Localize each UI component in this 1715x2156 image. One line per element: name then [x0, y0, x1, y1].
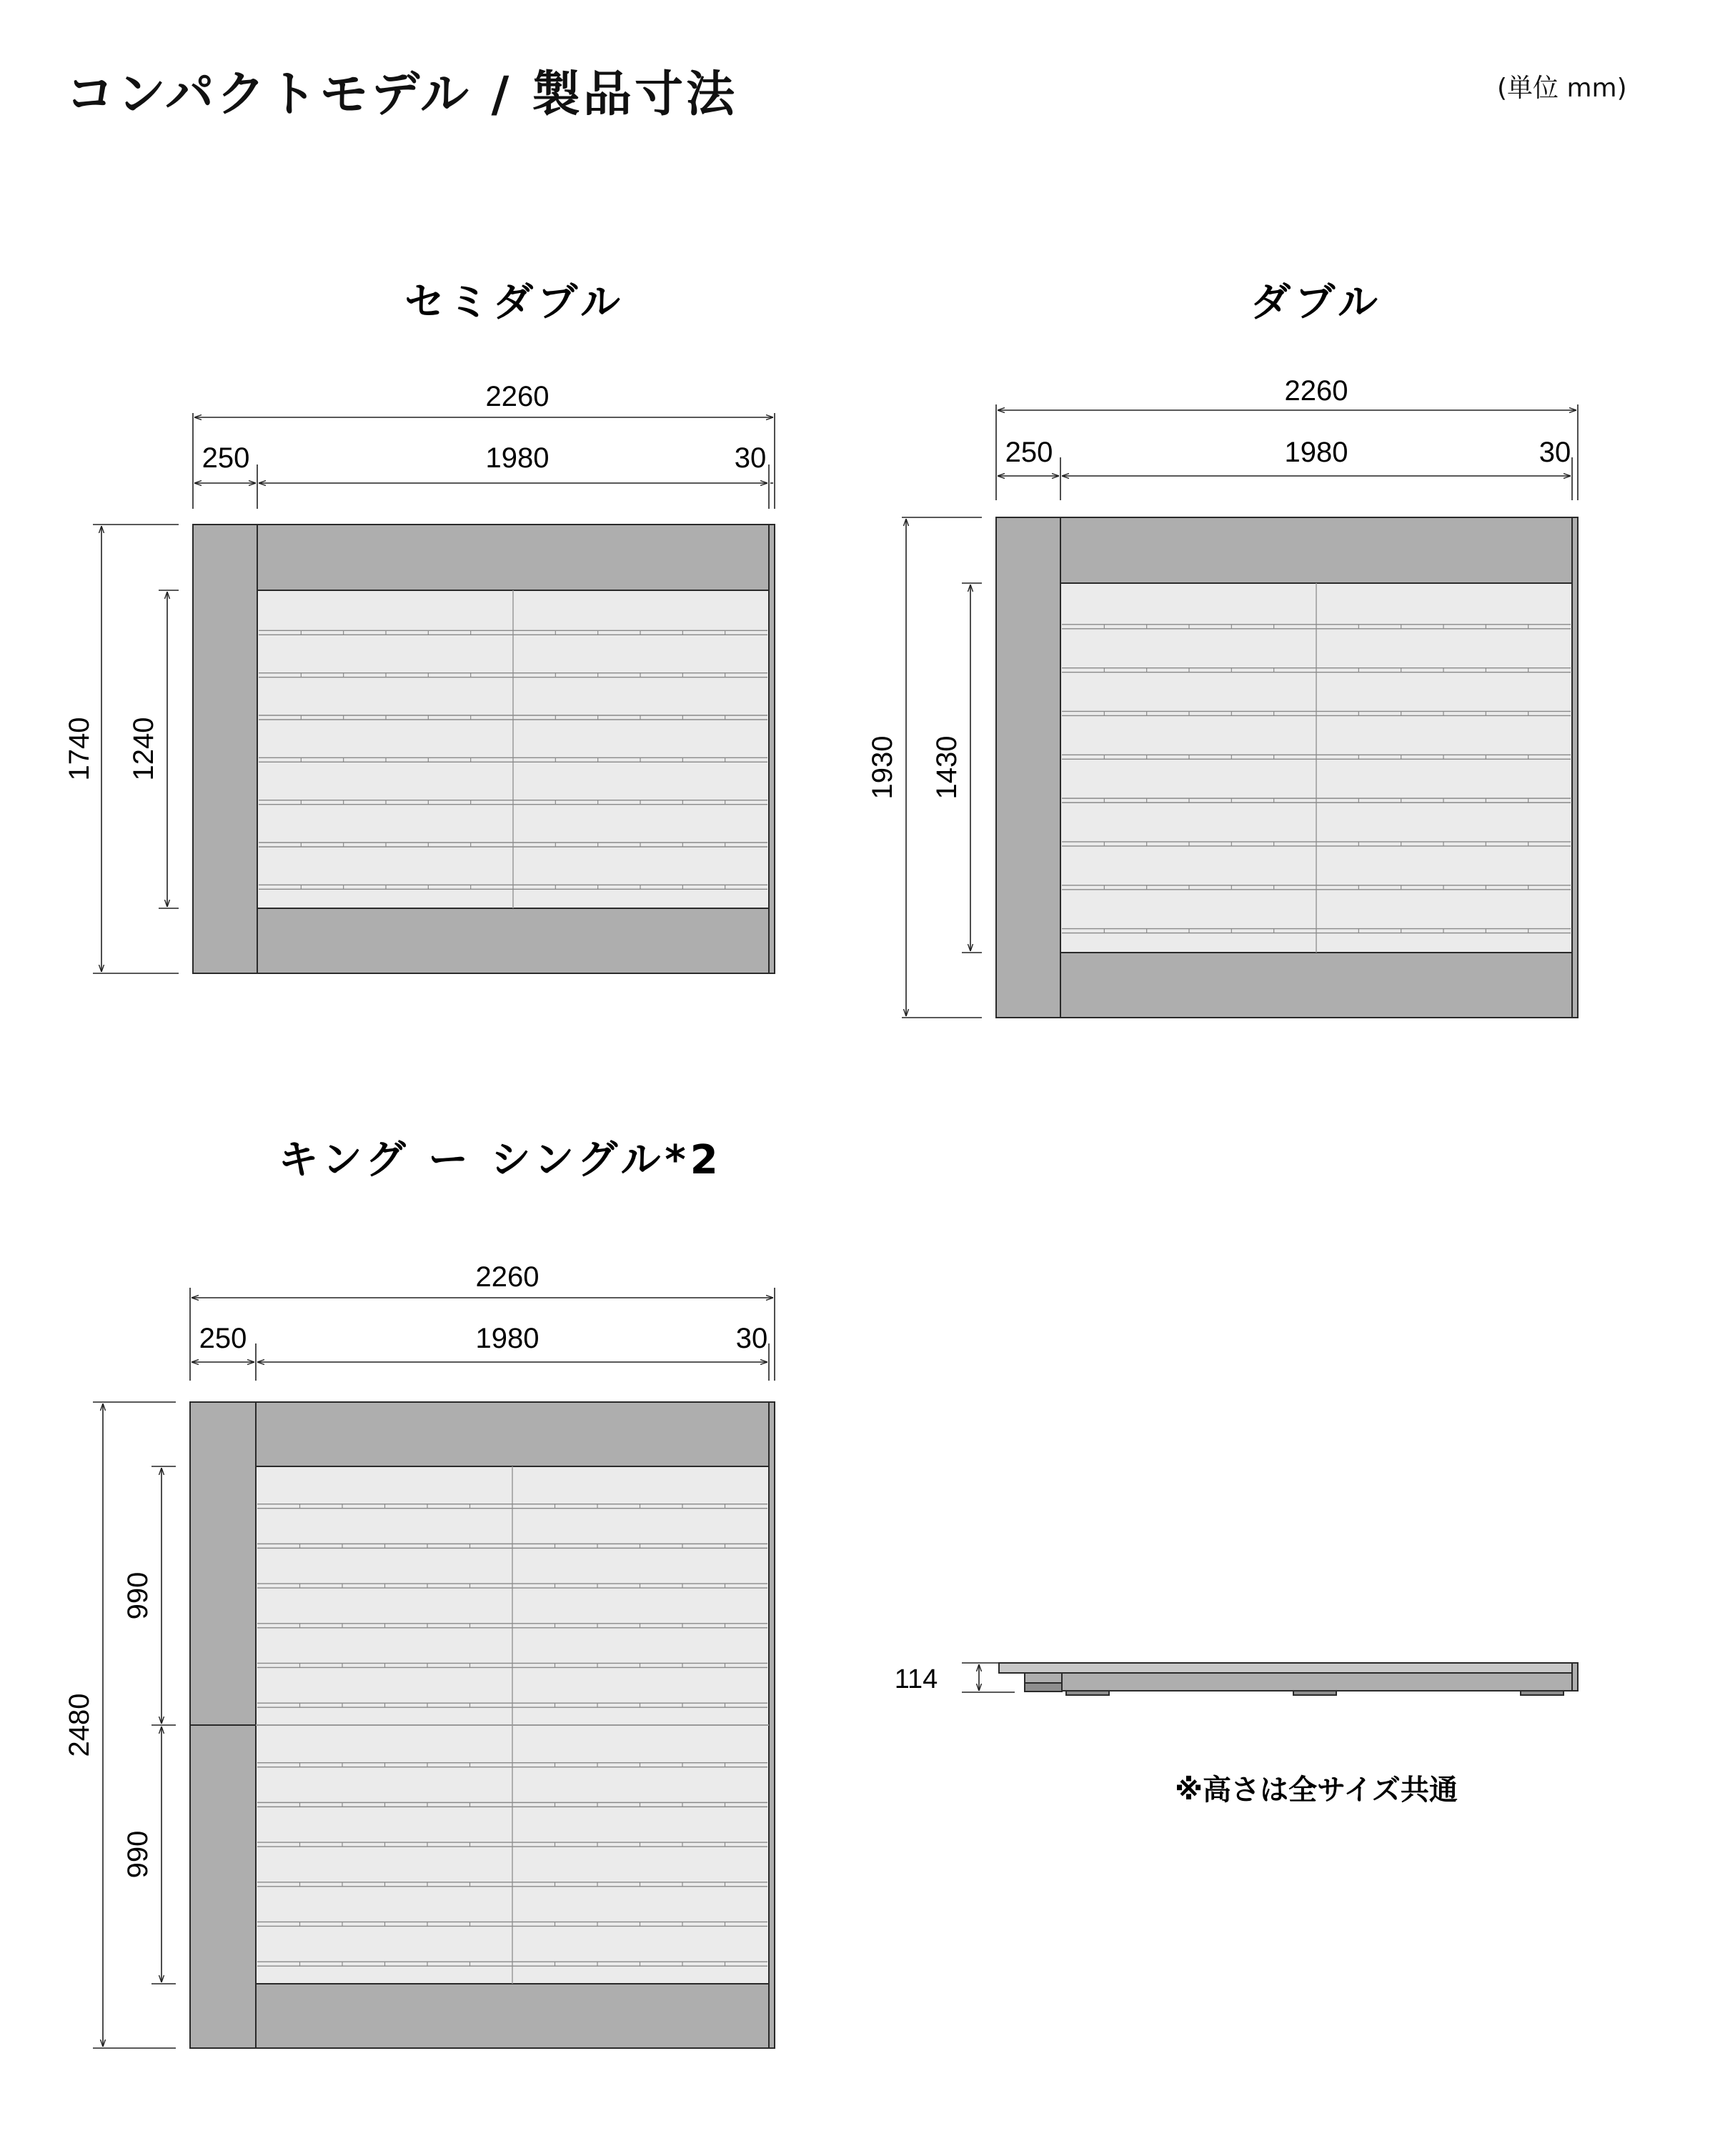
double-total-length: 2260: [1284, 375, 1348, 407]
side-view-diagram: [895, 1663, 1578, 1807]
page-title: コンパクトモデル / 製品寸法: [66, 66, 738, 123]
semi-double-total-length: 2260: [485, 381, 550, 412]
unit-note: (単位 mm): [1497, 74, 1627, 103]
double-total-width: 1930: [867, 735, 898, 800]
semi-double-mattress-length: 1980: [485, 442, 550, 474]
side-view-profile: [999, 1663, 1578, 1695]
double-diagram: [867, 279, 1578, 1018]
king-diagram: [64, 1137, 775, 2048]
semi-double-title: セミダブル: [404, 279, 625, 326]
king-single-width-lower: 990: [122, 1830, 154, 1879]
double-title: ダブル: [1251, 279, 1382, 326]
king-mattress-length: 1980: [475, 1323, 540, 1354]
king-total-length: 2260: [475, 1261, 540, 1293]
double-headboard-dim: 250: [1005, 437, 1053, 468]
double-mattress-width: 1430: [931, 735, 963, 800]
semi-double-foot-rail-dim: 30: [734, 442, 767, 474]
side-view-note: ※高さは全サイズ共通: [1175, 1774, 1458, 1807]
semi-double-mattress-width: 1240: [128, 717, 159, 781]
semi-double-total-width: 1740: [64, 717, 95, 781]
semi-double-diagram: [64, 279, 775, 973]
double-mattress-length: 1980: [1284, 437, 1348, 468]
king-single-width-upper: 990: [122, 1571, 154, 1620]
semi-double-headboard-dim: 250: [202, 442, 250, 474]
double-foot-rail-dim: 30: [1538, 437, 1571, 468]
king-title: キング ー シングル*2: [278, 1137, 722, 1183]
king-headboard-dim: 250: [199, 1323, 247, 1354]
king-total-width: 2480: [64, 1693, 95, 1757]
king-foot-rail-dim: 30: [735, 1323, 768, 1354]
side-view-height-dim: 114: [894, 1664, 938, 1694]
